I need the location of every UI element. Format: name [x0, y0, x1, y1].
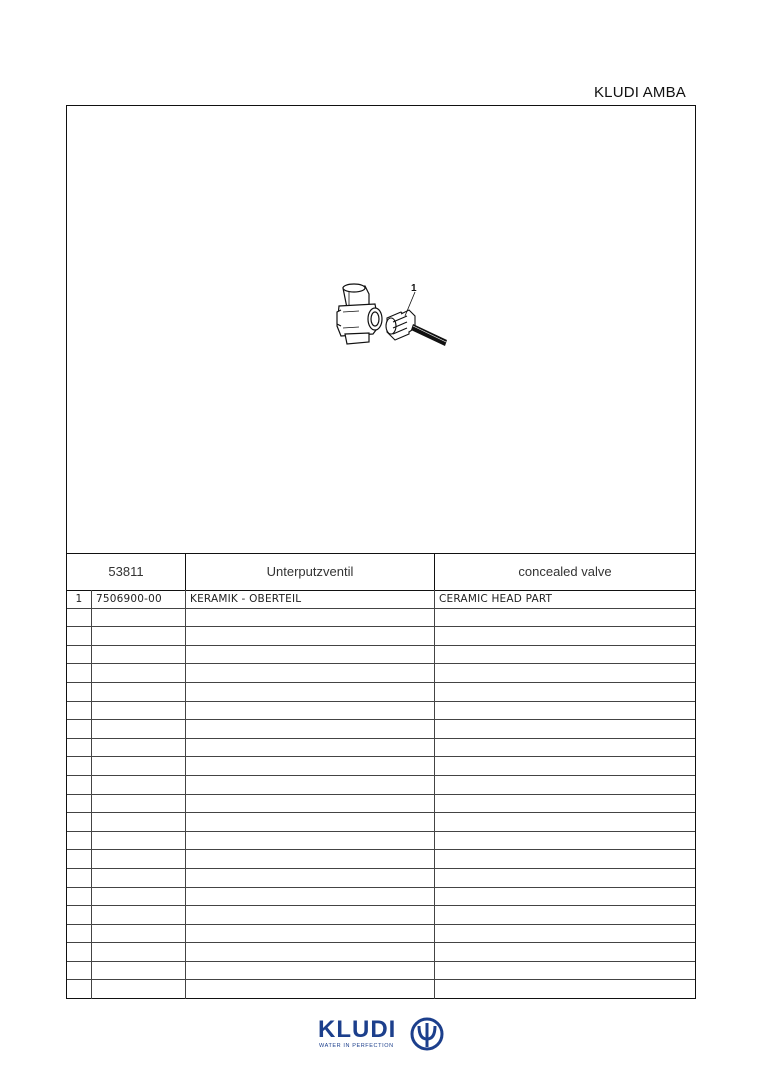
position-cell	[67, 925, 92, 943]
position-cell	[67, 980, 92, 999]
german-description-cell	[186, 906, 435, 924]
german-description-cell	[186, 795, 435, 813]
table-row	[67, 757, 695, 776]
table-row	[67, 590, 695, 609]
position-cell	[67, 757, 92, 775]
part-number-cell	[92, 646, 186, 664]
logo-tagline: WATER IN PERFECTION	[319, 1043, 394, 1049]
position-cell	[67, 795, 92, 813]
position-cell	[67, 850, 92, 868]
exploded-drawing-area	[67, 106, 695, 554]
position-cell	[67, 906, 92, 924]
part-number-cell	[92, 702, 186, 720]
german-description-cell	[186, 832, 435, 850]
table-row	[67, 776, 695, 795]
position-cell	[67, 720, 92, 738]
table-row	[67, 627, 695, 646]
position-cell	[67, 962, 92, 980]
english-description-cell	[435, 627, 695, 645]
english-description-cell	[435, 813, 695, 831]
position-cell	[67, 683, 92, 701]
german-description-cell	[186, 609, 435, 627]
position-cell: 1	[67, 590, 92, 608]
english-description-cell	[435, 757, 695, 775]
parts-list	[67, 590, 695, 999]
english-description-cell	[435, 943, 695, 961]
english-description-cell	[435, 646, 695, 664]
position-cell	[67, 664, 92, 682]
german-description-cell	[186, 869, 435, 887]
position-cell	[67, 702, 92, 720]
german-description-cell	[186, 702, 435, 720]
german-description-cell	[186, 980, 435, 999]
table-row	[67, 888, 695, 907]
german-description-cell	[186, 683, 435, 701]
part-number-cell	[92, 683, 186, 701]
table-row	[67, 795, 695, 814]
table-row	[67, 720, 695, 739]
part-number-cell	[92, 757, 186, 775]
part-number-cell	[92, 664, 186, 682]
position-cell	[67, 739, 92, 757]
german-description-cell	[186, 925, 435, 943]
part-number-cell: 7506900-00	[92, 590, 186, 608]
part-number-cell	[92, 980, 186, 999]
english-description-cell	[435, 609, 695, 627]
german-description-cell	[186, 813, 435, 831]
german-description-cell	[186, 850, 435, 868]
position-cell	[67, 646, 92, 664]
english-description-cell	[435, 962, 695, 980]
english-description-cell	[435, 795, 695, 813]
german-description-cell	[186, 776, 435, 794]
german-description-cell	[186, 739, 435, 757]
table-row	[67, 962, 695, 981]
table-row	[67, 739, 695, 758]
part-number-cell	[92, 627, 186, 645]
table-row	[67, 609, 695, 628]
table-row	[67, 906, 695, 925]
table-row	[67, 925, 695, 944]
english-description-cell	[435, 925, 695, 943]
table-row	[67, 664, 695, 683]
german-description-cell	[186, 664, 435, 682]
position-cell	[67, 832, 92, 850]
english-description-cell	[435, 850, 695, 868]
part-number-cell	[92, 776, 186, 794]
table-row	[67, 702, 695, 721]
part-number-cell	[92, 906, 186, 924]
article-name-english: concealed valve	[518, 564, 612, 579]
position-cell	[67, 943, 92, 961]
parts-sheet-frame	[66, 105, 696, 999]
table-row	[67, 683, 695, 702]
article-number: 53811	[67, 553, 186, 590]
german-description-cell	[186, 943, 435, 961]
german-description-cell	[186, 627, 435, 645]
callout-number: 1	[411, 283, 417, 294]
part-number-cell	[92, 869, 186, 887]
position-cell	[67, 609, 92, 627]
german-description-cell	[186, 962, 435, 980]
english-description-cell	[435, 888, 695, 906]
part-number-cell	[92, 720, 186, 738]
kludi-drop-icon	[410, 1017, 444, 1051]
document-title: KLUDI AMBA	[593, 84, 686, 101]
english-description-cell	[435, 980, 695, 999]
table-row	[67, 832, 695, 851]
part-number-cell	[92, 795, 186, 813]
english-description-cell	[435, 720, 695, 738]
article-header-row	[67, 553, 695, 591]
german-description-cell: KERAMIK - OBERTEIL	[186, 590, 435, 608]
german-description-cell	[186, 720, 435, 738]
part-number-cell	[92, 888, 186, 906]
valve-exploded-drawing	[329, 276, 509, 396]
german-description-cell	[186, 888, 435, 906]
part-number-cell	[92, 962, 186, 980]
english-description-cell	[435, 702, 695, 720]
position-cell	[67, 627, 92, 645]
part-number-cell	[92, 609, 186, 627]
logo-wordmark: KLUDI	[318, 1016, 397, 1043]
english-description-cell: CERAMIC HEAD PART	[439, 592, 553, 605]
english-description-cell	[435, 776, 695, 794]
position-cell	[67, 776, 92, 794]
part-number-cell	[92, 813, 186, 831]
part-number-cell	[92, 832, 186, 850]
part-number-cell	[92, 925, 186, 943]
part-number-cell	[92, 739, 186, 757]
article-name-german: Unterputzventil	[186, 553, 435, 590]
table-row	[67, 850, 695, 869]
table-row	[67, 869, 695, 888]
table-row	[67, 980, 695, 999]
kludi-logo	[318, 1016, 448, 1052]
table-row	[67, 813, 695, 832]
english-description-cell	[435, 683, 695, 701]
table-row	[67, 943, 695, 962]
german-description-cell	[186, 646, 435, 664]
position-cell	[67, 888, 92, 906]
english-description-cell	[435, 739, 695, 757]
position-cell	[67, 813, 92, 831]
english-description-cell	[435, 832, 695, 850]
part-number-cell	[92, 850, 186, 868]
english-description-cell	[435, 869, 695, 887]
english-description-cell	[435, 906, 695, 924]
position-cell	[67, 869, 92, 887]
part-number-cell	[92, 943, 186, 961]
table-row	[67, 646, 695, 665]
german-description-cell	[186, 757, 435, 775]
english-description-cell	[435, 664, 695, 682]
